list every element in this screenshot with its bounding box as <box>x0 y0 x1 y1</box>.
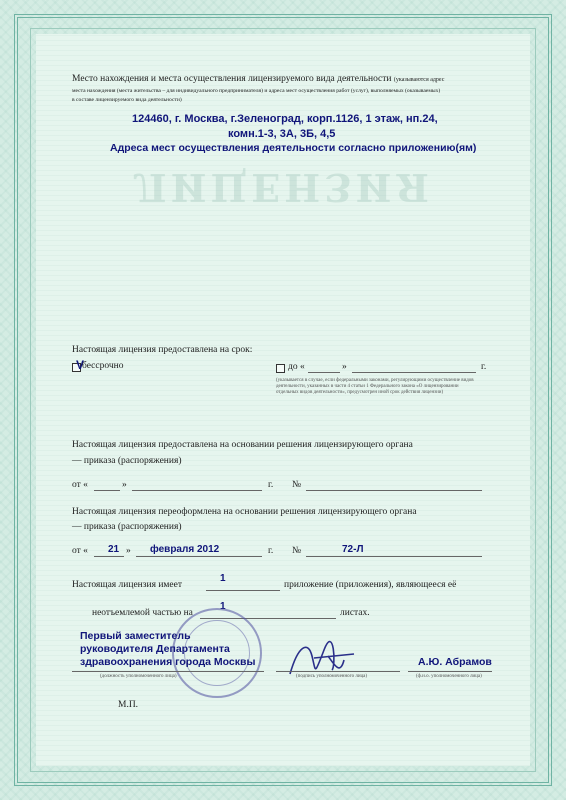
reissue-number: 72-Л <box>342 544 364 555</box>
basis-line-2: — приказа (распоряжения) <box>72 456 182 466</box>
seal-label: М.П. <box>118 700 139 710</box>
term-label: Настоящая лицензия предоставлена на срок: <box>72 345 253 355</box>
signatory-name: А.Ю. Абрамов <box>418 656 492 668</box>
basis-from-prefix: от « <box>72 480 88 490</box>
term-note: (указывается в случае, если федеральными законами, регулирующими осуществление видов деятельности, указанных в части 4 статьи 1 Федерального закона «О лицензировании отдельных видов деятельности», предусмотрен иной срок действия лицензии) <box>276 378 474 395</box>
address-line-3: Адреса мест осуществления деятельности согласно приложению(ям) <box>110 142 477 154</box>
address-line-1: 124460, г. Москва, г.Зеленоград, корп.1126, 1 этаж, нп.24, <box>132 113 438 125</box>
appendix-sheets: 1 <box>220 601 226 612</box>
reissue-day: 21 <box>108 544 120 555</box>
reissue-number-sign: № <box>292 546 302 556</box>
basis-line-1: Настоящая лицензия предоставлена на основании решения лицензирующего органа <box>72 440 413 450</box>
signatory-title-line-1: Первый заместитель <box>80 630 191 642</box>
appendix-count-line <box>206 590 280 591</box>
basis-number-line <box>306 490 482 491</box>
reissue-year-suffix: г. <box>268 546 274 556</box>
watermark-text: ЛИЦЕНЗИЯ <box>133 165 433 210</box>
reissue-from-quote: » <box>126 546 131 556</box>
signature-line <box>276 671 400 672</box>
basis-day-line <box>94 490 120 491</box>
until-quote: » <box>342 362 347 372</box>
basis-number-sign: № <box>292 480 302 490</box>
reissue-line-2: — приказа (распоряжения) <box>72 522 182 532</box>
basis-year-suffix: г. <box>268 480 274 490</box>
title-line <box>72 671 264 672</box>
reissue-day-line <box>94 556 124 557</box>
location-heading-line2: места нахождения (места жительства – для индивидуального предпринимателя) и адреса мест осуществления работ (услуг), выполняемых (оказываемых) <box>72 88 441 94</box>
until-date-line <box>352 372 476 373</box>
appendix-line2-prefix: неотъемлемой частью на <box>92 608 193 618</box>
name-line <box>408 671 492 672</box>
indefinite-label: бессрочно <box>82 361 124 371</box>
reissue-date-line <box>136 556 262 557</box>
basis-from-quote: » <box>122 480 127 490</box>
reissue-from-prefix: от « <box>72 546 88 556</box>
signatory-title-line-2: руководителя Департамента <box>80 643 230 655</box>
reissue-line-1: Настоящая лицензия переоформлена на основании решения лицензирующего органа <box>72 507 417 517</box>
name-caption: (ф.и.о. уполномоченного лица) <box>416 674 482 679</box>
until-year-suffix: г. <box>481 362 487 372</box>
address-line-2: комн.1-3, 3А, 3Б, 4,5 <box>228 128 336 140</box>
appendix-line2-suffix: листах. <box>340 608 370 618</box>
location-heading: Место нахождения и места осуществления лицензируемого вида деятельности (указываются адрес <box>72 74 445 84</box>
signature-caption: (подпись уполномоченного лица) <box>296 674 368 679</box>
reissue-number-line <box>306 556 482 557</box>
title-caption: (должность уполномоченного лица) <box>100 674 177 679</box>
check-mark: V <box>76 358 85 372</box>
signatory-title-line-3: здравоохранения города Москвы <box>80 656 256 668</box>
location-heading-line3: в составе лицензируемого вида деятельности) <box>72 97 182 103</box>
appendix-count: 1 <box>220 573 226 584</box>
until-prefix: до « <box>288 362 305 372</box>
until-checkbox <box>276 364 285 373</box>
until-day-line <box>308 372 340 373</box>
appendix-line1-prefix: Настоящая лицензия имеет <box>72 580 183 590</box>
appendix-line1-suffix: приложение (приложения), являющееся её <box>284 580 457 590</box>
basis-date-line <box>132 490 262 491</box>
reissue-month-year: февраля 2012 <box>150 544 220 555</box>
